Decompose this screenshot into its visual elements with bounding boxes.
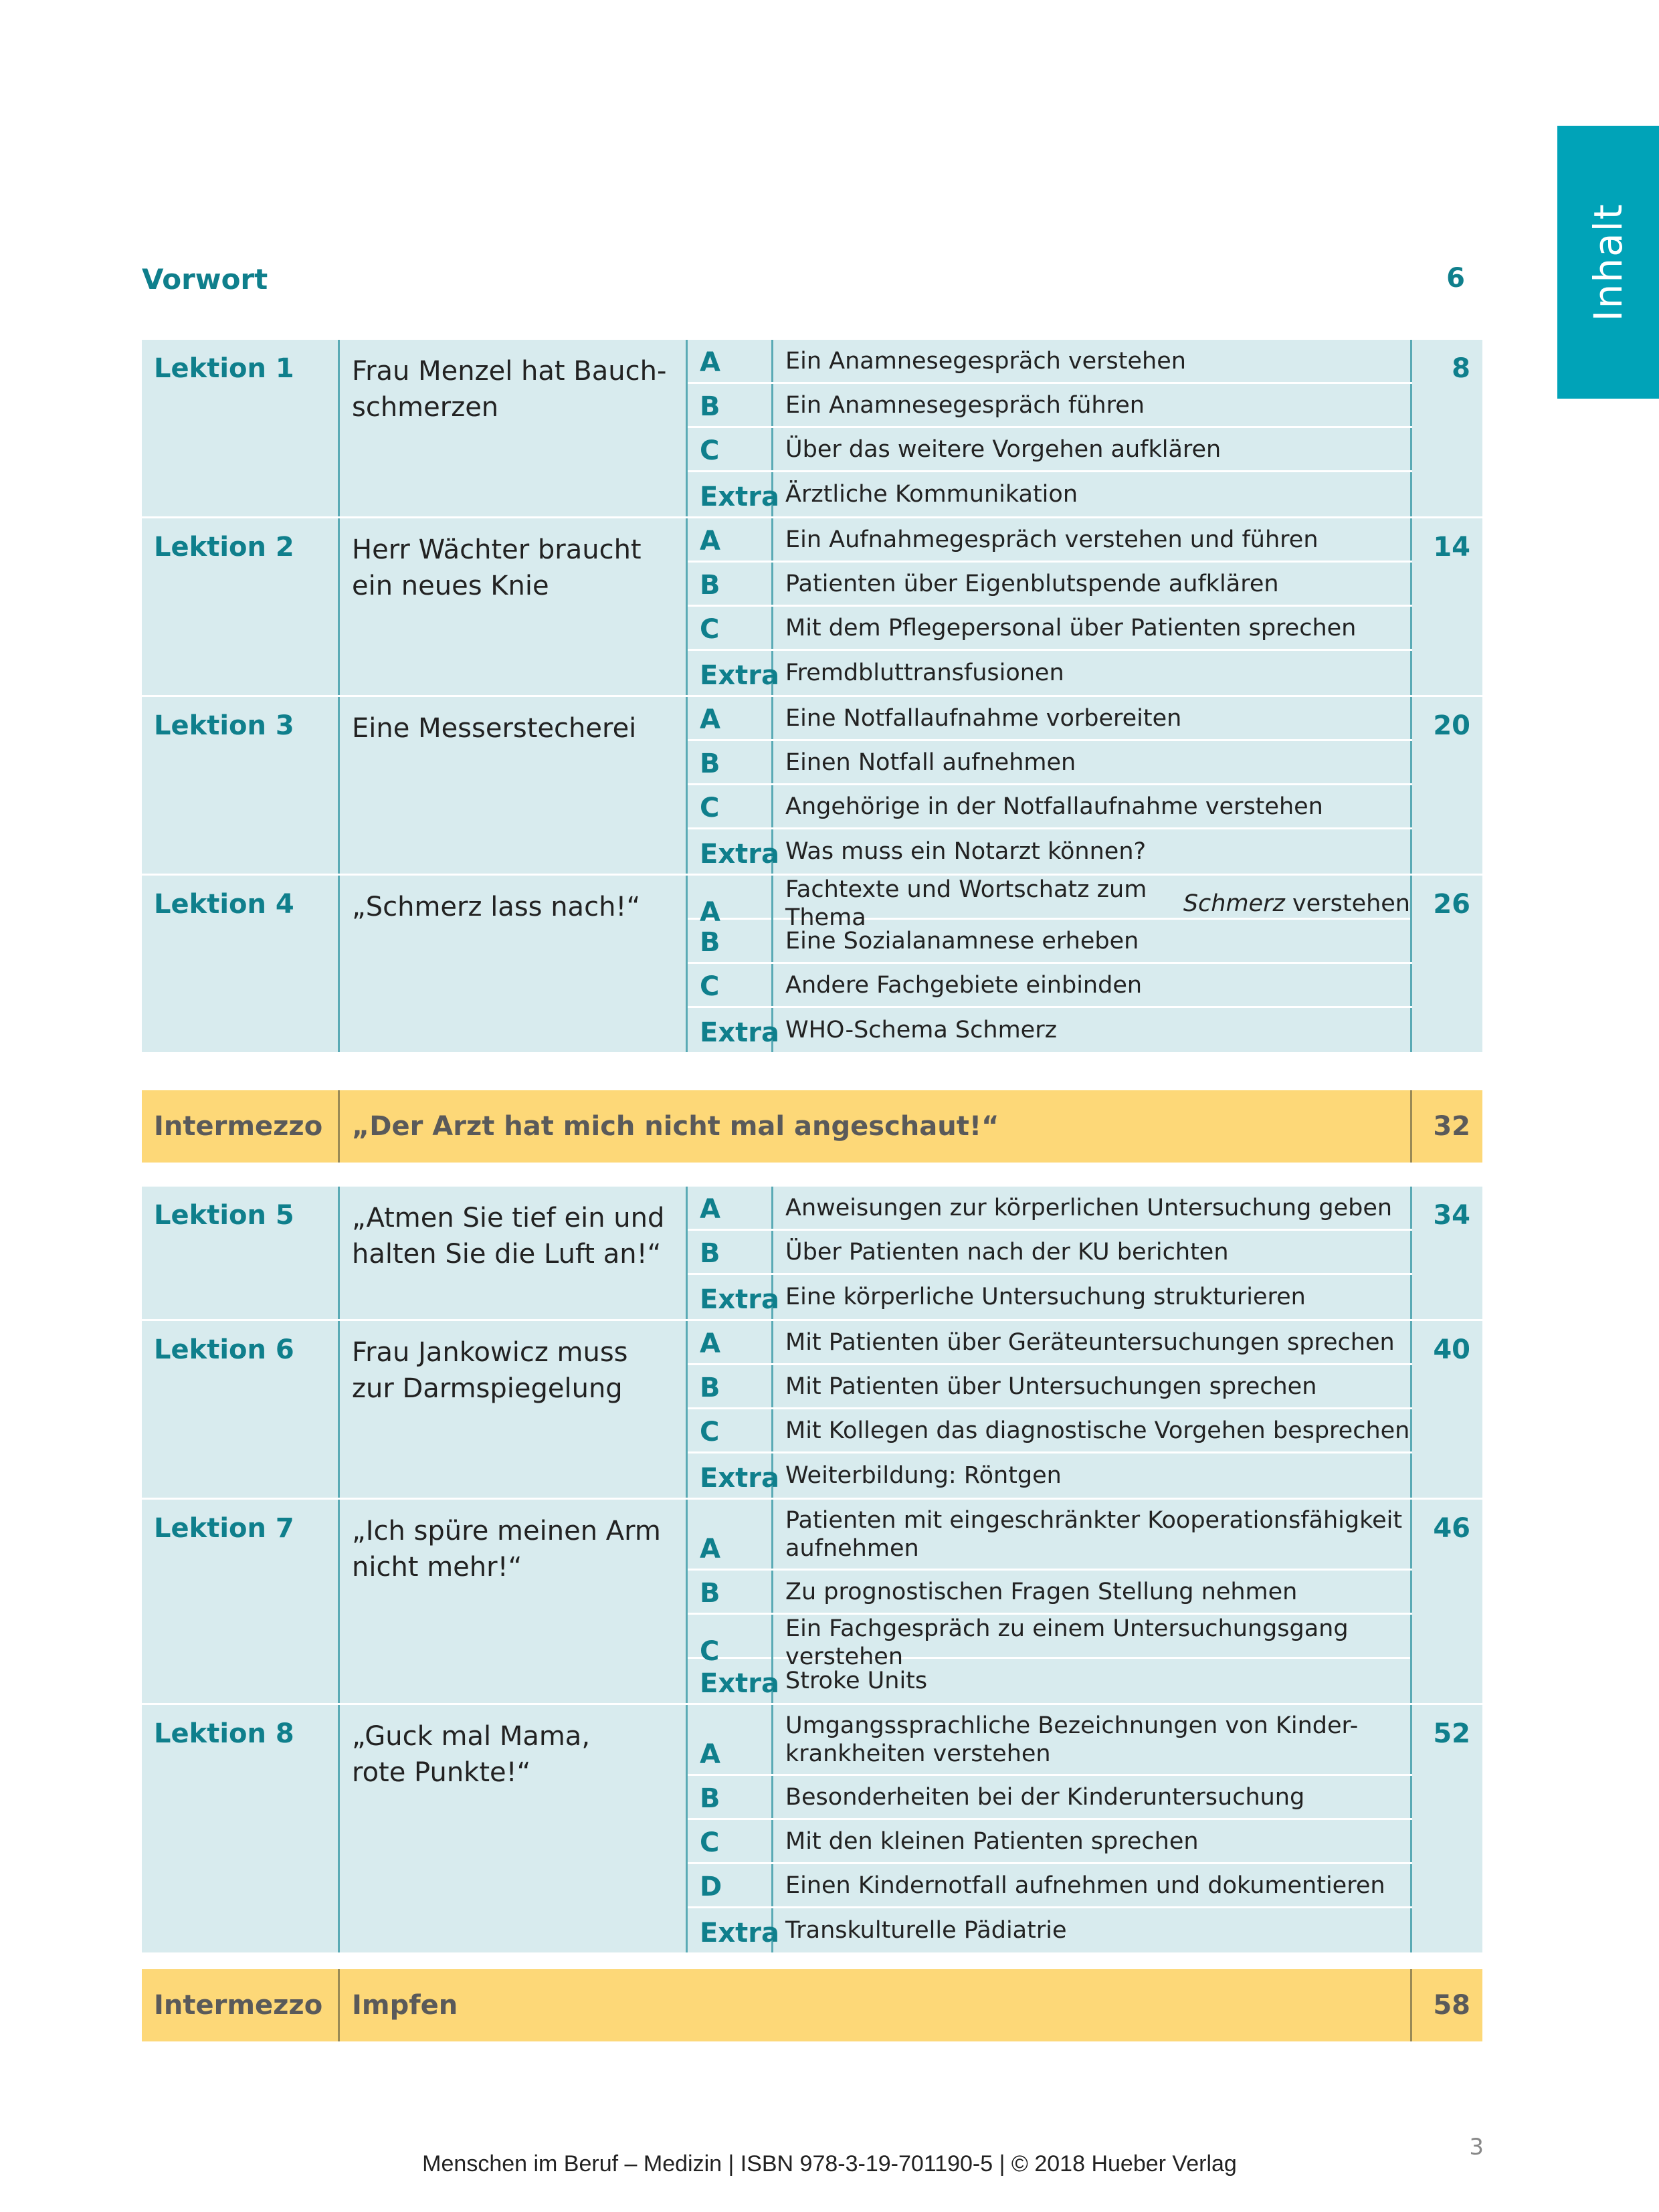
section-letter: Extra [688, 472, 773, 516]
page-number: 3 [1469, 2134, 1484, 2160]
lessons-5-8 [142, 1187, 1482, 1952]
section-title: Einen Notfall aufnehmen [773, 741, 1412, 783]
section-title: Ein Fachgespräch zu einem Untersuchungsgang verstehen [773, 1615, 1412, 1671]
lesson-label: Lektion 2 [142, 518, 340, 695]
lesson-page: 14 [1433, 532, 1470, 563]
section-row[interactable] [688, 384, 1412, 428]
section-title: Zu prognostischen Fragen Stellung nehmen [773, 1571, 1412, 1613]
lesson-page: 40 [1433, 1334, 1470, 1365]
section-row[interactable] [688, 1187, 1412, 1231]
section-title: Eine Sozialanamnese erheben [773, 920, 1412, 962]
footer: Menschen im Beruf – Medizin | ISBN 978-3-19-701190-5 | © 2018 Hueber Verlag [422, 2151, 1237, 2177]
section-row[interactable] [688, 1571, 1412, 1615]
intermezzo-page: 58 [1433, 1990, 1470, 2021]
section-letter: B [688, 1231, 773, 1273]
section-letter: A [688, 876, 773, 932]
section-letter: C [688, 964, 773, 1006]
intermezzo-title: „Der Arzt hat mich nicht mal angeschaut!“ [340, 1090, 1412, 1163]
lesson-row[interactable] [142, 340, 1482, 518]
section-letter: A [688, 697, 773, 739]
lesson-title: „Guck mal Mama, rote Punkte!“ [340, 1705, 688, 1952]
lesson-label: Lektion 5 [142, 1187, 340, 1319]
section-title: Ein Aufnahmegespräch verstehen und führen [773, 518, 1412, 561]
lesson-row[interactable] [142, 697, 1482, 876]
section-letter: A [688, 1500, 773, 1569]
section-title: Stroke Units [773, 1659, 1412, 1703]
section-title: Mit den kleinen Patienten sprechen [773, 1820, 1412, 1862]
lesson-page: 52 [1433, 1718, 1470, 1749]
vorwort-label: Vorwort [142, 263, 268, 296]
section-row[interactable] [688, 1409, 1412, 1453]
section-row[interactable] [688, 1659, 1412, 1703]
section-title: Mit Patienten über Untersuchungen sprechen [773, 1365, 1412, 1407]
section-row[interactable] [688, 920, 1412, 964]
lesson-row[interactable] [142, 1187, 1482, 1321]
section-row[interactable] [688, 1365, 1412, 1409]
lesson-title: „Ich spüre meinen Arm nicht mehr!“ [340, 1500, 688, 1703]
section-row[interactable] [688, 651, 1412, 695]
section-row[interactable] [688, 829, 1412, 874]
lesson-title: Frau Jankowicz muss zur Darmspiegelung [340, 1321, 688, 1498]
section-letter: B [688, 1776, 773, 1818]
section-title: Besonderheiten bei der Kinderuntersuchung [773, 1776, 1412, 1818]
section-row[interactable] [688, 785, 1412, 829]
vorwort-page: 6 [1446, 263, 1465, 294]
section-row[interactable] [688, 1705, 1412, 1776]
section-row[interactable] [688, 518, 1412, 563]
section-row[interactable] [688, 1453, 1412, 1498]
section-row[interactable] [688, 1615, 1412, 1670]
lesson-label: Lektion 4 [142, 876, 340, 1052]
lesson-page: 46 [1433, 1513, 1470, 1544]
section-letter: B [688, 563, 773, 605]
intermezzo-2-row[interactable] [142, 1969, 1482, 2041]
lesson-page: 34 [1433, 1200, 1470, 1231]
lesson-label: Lektion 3 [142, 697, 340, 874]
section-title: Patienten mit eingeschränkter Kooperationsfähigkeit aufnehmen [773, 1500, 1412, 1569]
section-title: WHO-Schema Schmerz [773, 1008, 1412, 1052]
section-row[interactable] [688, 697, 1412, 741]
section-title: Patienten über Eigenblutspende aufklären [773, 563, 1412, 605]
section-letter: B [688, 1571, 773, 1613]
section-row[interactable] [688, 563, 1412, 607]
section-letter: A [688, 1705, 773, 1774]
lesson-title: Frau Menzel hat Bauch- schmerzen [340, 340, 688, 516]
section-letter: B [688, 1365, 773, 1407]
section-letter: C [688, 785, 773, 827]
intermezzo-label: Intermezzo [142, 1969, 340, 2041]
section-row[interactable] [688, 1231, 1412, 1275]
section-title: Mit dem Pflegepersonal über Patienten sprechen [773, 607, 1412, 649]
section-title: Mit Kollegen das diagnostische Vorgehen besprechen [773, 1409, 1412, 1451]
lesson-row[interactable] [142, 518, 1482, 697]
section-row[interactable] [688, 876, 1412, 931]
section-letter: Extra [688, 1008, 773, 1052]
section-letter: A [688, 1187, 773, 1229]
section-row[interactable] [688, 472, 1412, 516]
lesson-row[interactable] [142, 1321, 1482, 1500]
section-row[interactable] [688, 1908, 1412, 1952]
section-row[interactable] [688, 428, 1412, 472]
intermezzo-title: Impfen [340, 1969, 1412, 2041]
section-row[interactable] [688, 1275, 1412, 1319]
section-title: Weiterbildung: Röntgen [773, 1453, 1412, 1498]
section-letter: D [688, 1864, 773, 1906]
section-title: Ein Anamnesegespräch führen [773, 384, 1412, 426]
section-row[interactable] [688, 340, 1412, 384]
section-letter: Extra [688, 1659, 773, 1703]
lesson-label: Lektion 8 [142, 1705, 340, 1952]
section-row[interactable] [688, 1776, 1412, 1820]
lesson-row[interactable] [142, 1500, 1482, 1705]
section-letter: C [688, 1820, 773, 1862]
contents-side-tab[interactable] [1557, 126, 1659, 399]
lesson-label: Lektion 7 [142, 1500, 340, 1703]
section-title: Was muss ein Notarzt können? [773, 829, 1412, 874]
section-title: Andere Fachgebiete einbinden [773, 964, 1412, 1006]
section-row[interactable] [688, 1321, 1412, 1365]
lesson-title: Herr Wächter braucht ein neues Knie [340, 518, 688, 695]
intermezzo-1-row[interactable] [142, 1090, 1482, 1163]
lesson-title: „Schmerz lass nach!“ [340, 876, 688, 1052]
section-letter: C [688, 1409, 773, 1451]
lesson-title: „Atmen Sie tief ein und halten Sie die Luft an!“ [340, 1187, 688, 1319]
section-title: Fremdbluttransfusionen [773, 651, 1412, 695]
section-letter: A [688, 518, 773, 561]
section-title: Ärztliche Kommunikation [773, 472, 1412, 516]
section-row[interactable] [688, 964, 1412, 1008]
section-row[interactable] [688, 741, 1412, 785]
section-title: Transkulturelle Pädiatrie [773, 1908, 1412, 1952]
section-title: Umgangssprachliche Bezeichnungen von Kinder- krankheiten verstehen [773, 1705, 1412, 1774]
section-title: Einen Kindernotfall aufnehmen und dokumentieren [773, 1864, 1412, 1906]
section-title: Angehörige in der Notfallaufnahme verstehen [773, 785, 1412, 827]
intermezzo-page: 32 [1433, 1111, 1470, 1142]
section-letter: Extra [688, 651, 773, 695]
lesson-page: 26 [1433, 889, 1470, 920]
lesson-page: 20 [1433, 710, 1470, 741]
section-title: Eine körperliche Untersuchung strukturieren [773, 1275, 1412, 1319]
lesson-label: Lektion 1 [142, 340, 340, 516]
lessons-1-4 [142, 340, 1482, 1052]
vorwort-row[interactable] [142, 263, 1477, 296]
section-row[interactable] [688, 607, 1412, 651]
section-row[interactable] [688, 1820, 1412, 1864]
lesson-title: Eine Messerstecherei [340, 697, 688, 874]
section-letter: C [688, 1615, 773, 1671]
section-title: Über Patienten nach der KU berichten [773, 1231, 1412, 1273]
intermezzo-label: Intermezzo [142, 1090, 340, 1163]
section-letter: C [688, 428, 773, 470]
section-title: Über das weitere Vorgehen aufklären [773, 428, 1412, 470]
section-row[interactable] [688, 1864, 1412, 1908]
section-letter: A [688, 340, 773, 382]
section-letter: B [688, 741, 773, 783]
section-letter: Extra [688, 1275, 773, 1319]
lesson-row[interactable] [142, 1705, 1482, 1952]
section-letter: Extra [688, 1908, 773, 1952]
section-letter: Extra [688, 1453, 773, 1498]
section-title: Anweisungen zur körperlichen Untersuchung geben [773, 1187, 1412, 1229]
section-title: Mit Patienten über Geräteuntersuchungen sprechen [773, 1321, 1412, 1363]
section-letter: B [688, 384, 773, 426]
section-title: Ein Anamnesegespräch verstehen [773, 340, 1412, 382]
section-letter: C [688, 607, 773, 649]
section-row[interactable] [688, 1008, 1412, 1052]
section-letter: B [688, 920, 773, 962]
lesson-label: Lektion 6 [142, 1321, 340, 1498]
section-letter: A [688, 1321, 773, 1363]
section-row[interactable] [688, 1500, 1412, 1571]
section-title: Eine Notfallaufnahme vorbereiten [773, 697, 1412, 739]
section-letter: Extra [688, 829, 773, 874]
side-tab-label: Inhalt [1585, 203, 1631, 322]
lesson-page: 8 [1452, 353, 1470, 384]
section-title: Fachtexte und Wortschatz zum Thema Schmerz verstehen [773, 876, 1412, 932]
lesson-row[interactable] [142, 876, 1482, 1052]
